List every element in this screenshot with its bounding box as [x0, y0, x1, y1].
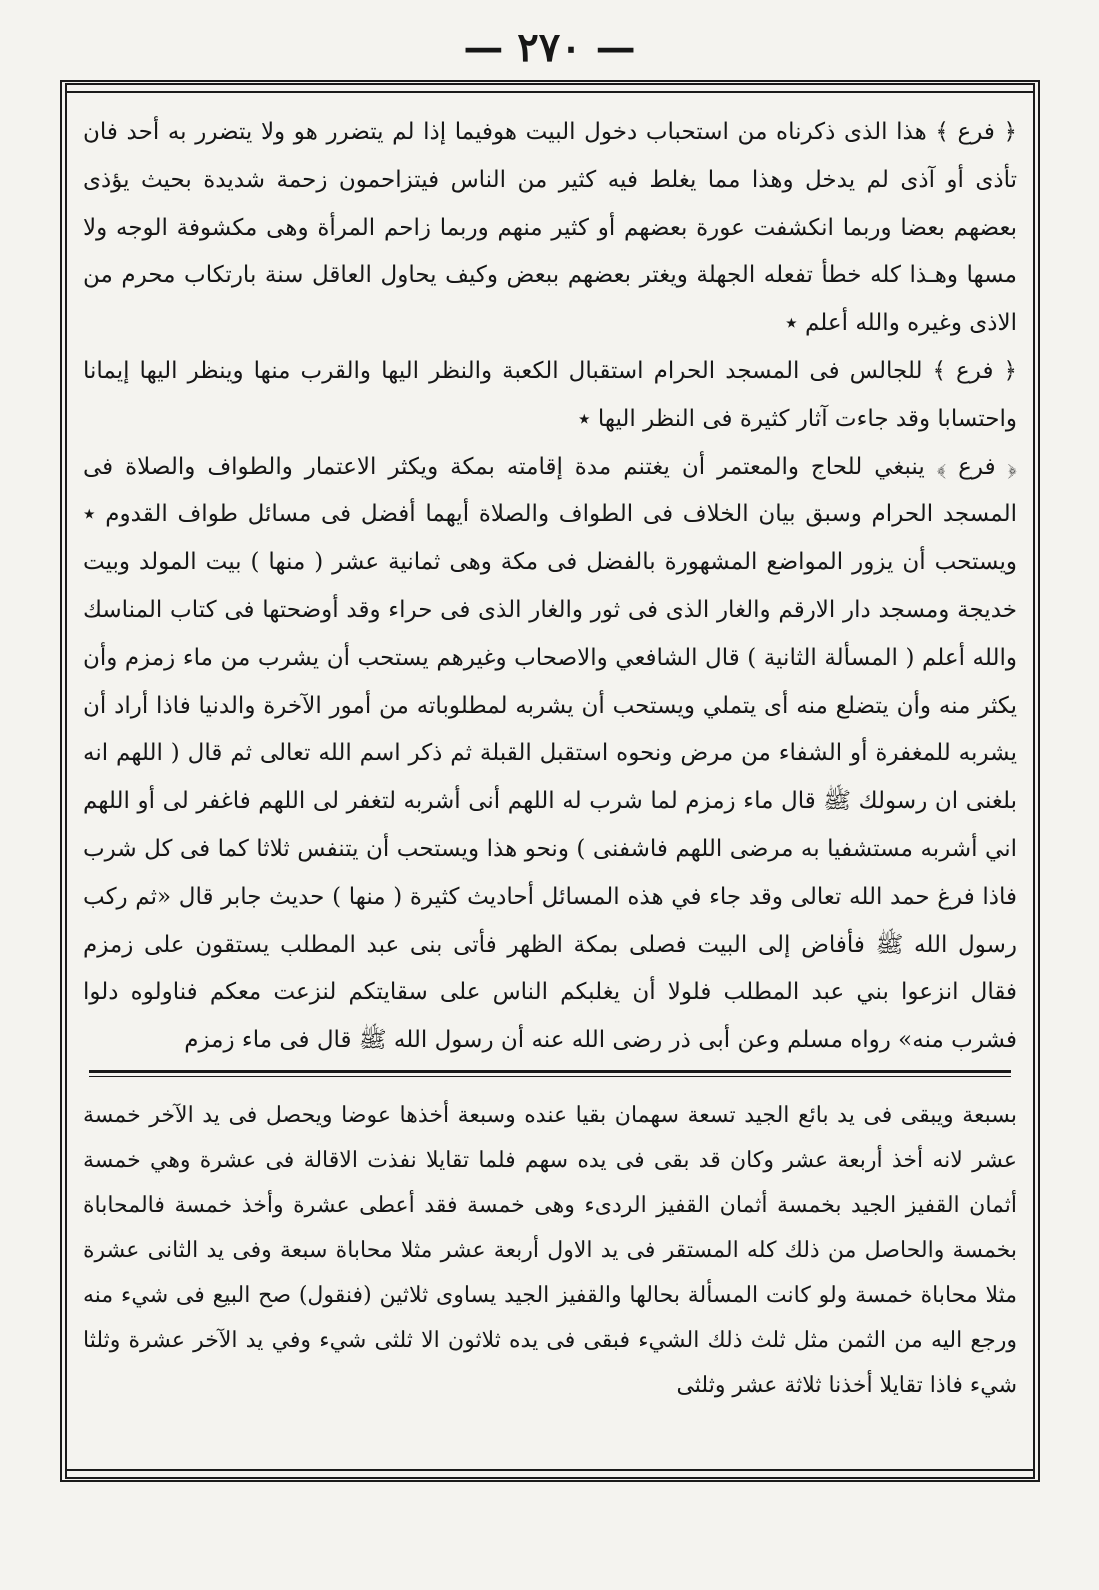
paragraph-looking-at-kaaba: ﴿ فرع ﴾ للجالس فى المسجد الحرام استقبال الكعبة والنظر اليها والقرب منها وينظر اليها إيمانا واحتسابا وقد جاءت آثار كثيرة فى النظر اليها ٭ — [83, 357, 1017, 432]
footnote-text — [83, 1093, 1017, 1408]
main-text — [83, 109, 1017, 1065]
footnote-paragraph: بسبعة ويبقى فى يد بائع الجيد تسعة سهمان بقيا عنده وسبعة أخذها عوضا ويحصل فى يد الآخر خمسة عشر لانه أخذ أربعة عشر وكان قد بقى فى يده سهم فلما تقايلا نفذت الاقالة فى عشرة وهي خمسة أثمان القفيز الجيد بخمسة أثمان القفيز الردىء وهى خمسة فقد أعطى عشرة وأخذ خمسة فالمحاباة بخمسة والحاصل من ذلك كله المستقر فى يد الاول أربعة عشر مثلا محاباة سبعة وفى يد الثانى عشرة مثلا محاباة خمسة ولو كانت المسألة بحالها والقفيز الجيد يساوى ثلاثين (فنقول) صح البيع فى شيء منه ورجع اليه من الثمن مثل ثلث ذلك الشيء فبقى فى يده ثلاثون الا ثلثى شيء وفي يد الآخر عشرة وثلثا شيء فاذا تقايلا أخذنا ثلاثة عشر وثلثى — [83, 1103, 1017, 1398]
page-frame — [60, 80, 1040, 1482]
paragraph-entering-kaaba: ﴿ فرع ﴾ هذا الذى ذكرناه من استحباب دخول البيت هوفيما إذا لم يتضرر هو ولا يتضرر به أحد فان تأذى أو آذى لم يدخل وهذا مما يغلط فيه كثير من الناس فيتزاحمون زحمة شديدة بحيث يؤذى بعضهم بعضا وربما انكشفت عورة بعضهم أو كثير منهم وربما زاحم المرأة وهى مكشوفة الوجه ولا مسها وهـذا كله خطأ تفعله الجهلة ويغتر بعضهم ببعض وكيف يحاول العاقل سنة بارتكاب محرم من الاذى وغيره والله أعلم ٭ — [83, 119, 1017, 337]
page-number: — ٢٧٠ — — [463, 24, 636, 71]
paragraph-zamzam: ﴿ فرع ﴾ ينبغي للحاج والمعتمر أن يغتنم مدة إقامته بمكة ويكثر الاعتمار والطواف والصلاة فى المسجد الحرام وسبق بيان الخلاف فى الطواف والصلاة أيهما أفضل فى مسائل طواف القدوم ٭ ويستحب أن يزور المواضع المشهورة بالفضل فى مكة وهى ثمانية عشر ( منها ) بيت المولد وبيت خديجة ومسجد دار الارقم والغار الذى فى ثور والغار الذى فى حراء وقد أوضحتها فى كتاب المناسك والله أعلم ( المسألة الثانية ) قال الشافعي والاصحاب وغيرهم يستحب أن يشرب من ماء زمزم وأن يكثر منه وأن يتضلع منه أى يتملي ويستحب أن يشربه لمطلوباته من أمور الآخرة والدنيا فاذا أراد أن يشربه للمغفرة أو الشفاء من مرض ونحوه استقبل القبلة ثم ذكر اسم الله تعالى ثم قال ( اللهم انه بلغنى ان رسولك ﷺ قال ماء زمزم لما شرب له اللهم أنى أشربه لتغفر لى اللهم فاغفر لى أو اللهم اني أشربه مستشفيا به مرضى اللهم فاشفنى ) ونحو هذا ويستحب أن يتنفس ثلاثا كما فى كل شرب فاذا فرغ حمد الله تعالى وقد جاء في هذه المسائل أحاديث كثيرة ( منها ) حديث جابر قال «ثم ركب رسول الله ﷺ فأفاض إلى البيت فصلى بمكة الظهر فأتى بنى عبد المطلب يستقون على زمزم فقال انزعوا بني عبد المطلب فلولا أن يغلبكم الناس على سقايتكم لنزعت معكم فناولوه دلوا فشرب منه» رواه مسلم وعن أبى ذر رضى الله عنه أن رسول الله ﷺ قال فى ماء زمزم — [83, 453, 1017, 1054]
footnote-separator — [89, 1070, 1011, 1073]
